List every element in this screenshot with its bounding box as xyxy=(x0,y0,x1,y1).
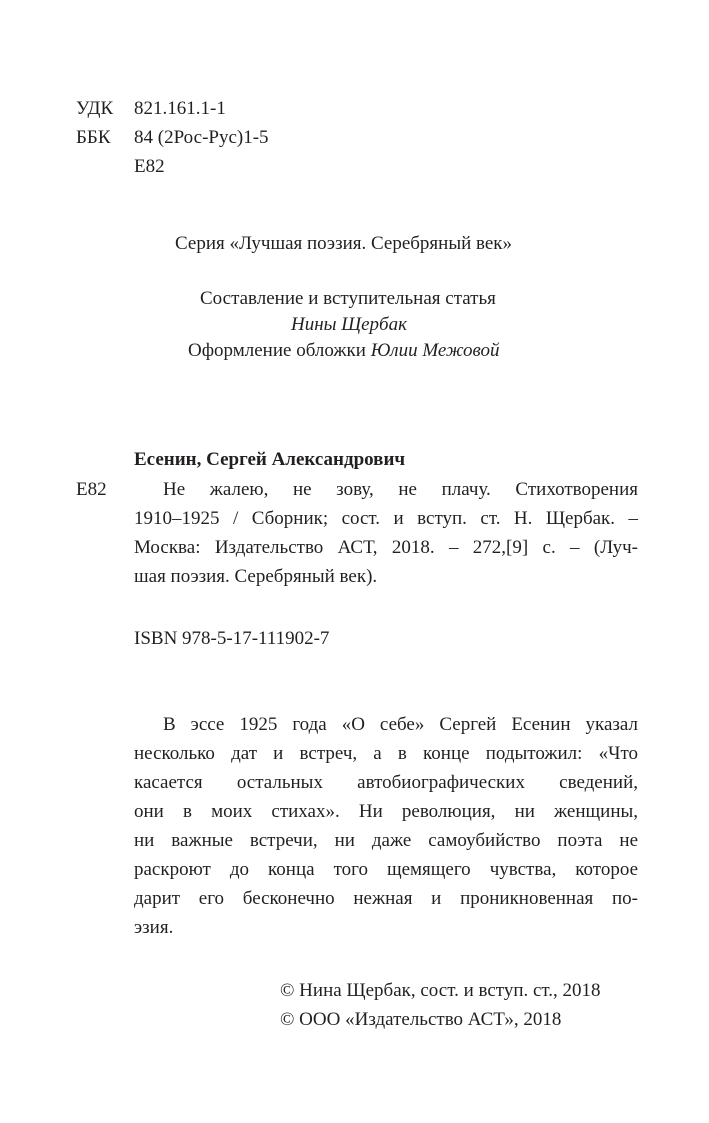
annotation-line: они в моих стихах». Ни революция, ни женщины, xyxy=(134,801,638,822)
bibliographic-description xyxy=(134,475,638,591)
annotation-line: дарит его бесконечно нежная и проникновенная по- xyxy=(134,888,638,909)
series-title: Серия «Лучшая поэзия. Серебряный век» xyxy=(175,233,513,254)
author-mark-record: Е82 xyxy=(76,479,107,500)
cover-label: Оформление обложки xyxy=(188,340,366,361)
annotation-line: В эссе 1925 года «О себе» Сергей Есенин указал xyxy=(163,714,638,735)
udk-label: УДК xyxy=(76,98,114,119)
annotation-line: несколько дат и встреч, а в конце подытожил: «Что xyxy=(134,743,638,764)
annotation xyxy=(134,710,638,942)
compiler-name: Нины Щербак xyxy=(291,314,407,335)
record-line: Не жалею, не зову, не плачу. Стихотворения xyxy=(163,479,638,500)
annotation-line: эзия. xyxy=(134,917,174,938)
bbk-row xyxy=(76,123,269,152)
annotation-line: касается остальных автобиографических сведений, xyxy=(134,772,638,793)
record-line: 1910–1925 / Сборник; сост. и вступ. ст. Н. Щербак. – xyxy=(134,508,638,529)
annotation-line: ни важные встречи, ни даже самоубийство поэта не xyxy=(134,830,638,851)
cover-credit xyxy=(188,336,500,365)
record-line: Москва: Издательство АСТ, 2018. – 272,[9] с. – (Луч- xyxy=(134,537,638,558)
author-heading: Есенин, Сергей Александрович xyxy=(134,449,406,470)
annotation-line: раскроют до конца того щемящего чувства, которое xyxy=(134,859,638,880)
isbn: ISBN 978-5-17-111902-7 xyxy=(134,628,330,649)
author-mark-top: Е82 xyxy=(134,156,165,177)
record-line: шая поэзия. Серебряный век). xyxy=(134,566,378,587)
udk-row xyxy=(76,94,226,123)
copyright-publisher: © ООО «Издательство АСТ», 2018 xyxy=(280,1009,562,1030)
bbk-value: 84 (2Рос-Рус)1-5 xyxy=(134,127,269,148)
udk-value: 821.161.1-1 xyxy=(134,98,226,119)
bbk-label: ББК xyxy=(76,127,111,148)
copyright-compiler: © Нина Щербак, сост. и вступ. ст., 2018 xyxy=(280,980,601,1001)
compilation-label: Составление и вступительная статья xyxy=(200,288,496,309)
cover-designer: Юлии Межовой xyxy=(370,340,500,361)
